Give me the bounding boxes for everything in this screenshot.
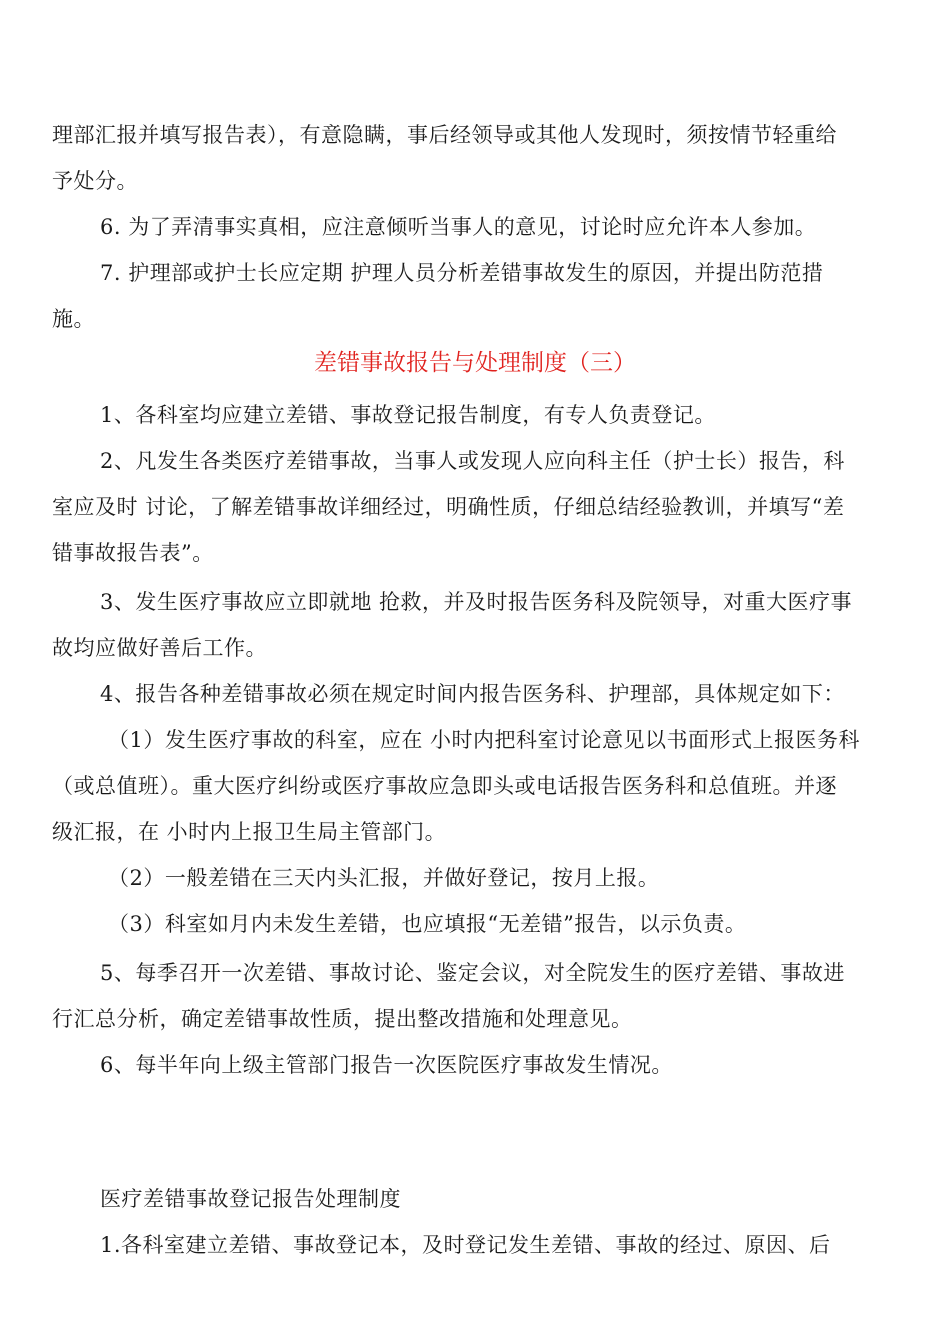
paragraph-line: 2、凡发生各类医疗差错事故，当事人或发现人应向科主任（护士长）报告，科 [100, 449, 845, 473]
paragraph-line: 行汇总分析，确定差错事故性质，提出整改措施和处理意见。 [52, 1007, 633, 1031]
paragraph-line: 5、每季召开一次差错、事故讨论、鉴定会议，对全院发生的医疗差错、事故进 [100, 961, 845, 985]
paragraph-line: 4、报告各种差错事故必须在规定时间内报告医务科、护理部，具体规定如下： [100, 682, 845, 706]
paragraph-line: 1.各科室建立差错、事故登记本，及时登记发生差错、事故的经过、原因、后 [100, 1233, 831, 1257]
paragraph-line: 7. 护理部或护士长应定期 护理人员分析差错事故发生的原因，并提出防范措 [100, 261, 824, 285]
paragraph-line: 故均应做好善后工作。 [52, 636, 267, 660]
section-heading: 医疗差错事故登记报告处理制度 [100, 1187, 401, 1211]
paragraph-line: （1）发生医疗事故的科室，应在 小时内把科室讨论意见以书面形式上报医务科 [108, 728, 861, 752]
paragraph-line: 级汇报，在 小时内上报卫生局主管部门。 [52, 820, 447, 844]
paragraph-line: （3）科室如月内未发生差错，也应填报“无差错”报告，以示负责。 [108, 912, 747, 936]
paragraph-line: （或总值班）。重大医疗纠纷或医疗事故应急即头或电话报告医务科和总值班。并逐 [52, 774, 837, 798]
paragraph-line: 施。 [52, 307, 95, 331]
section-title: 差错事故报告与处理制度（三） [314, 350, 636, 376]
paragraph-line: 室应及时 讨论，了解差错事故详细经过，明确性质，仔细总结经验教训，并填写“差 [52, 495, 845, 519]
paragraph-line: （2）一般差错在三天内头汇报，并做好登记，按月上报。 [108, 866, 660, 890]
paragraph-line: 6. 为了弄清事实真相，应注意倾听当事人的意见，讨论时应允许本人参加。 [100, 215, 817, 239]
paragraph-line: 1、各科室均应建立差错、事故登记报告制度，有专人负责登记。 [100, 403, 716, 427]
paragraph-line: 错事故报告表”。 [52, 541, 214, 565]
paragraph-line: 理部汇报并填写报告表），有意隐瞒，事后经领导或其他人发现时，须按情节轻重给 [52, 123, 837, 147]
paragraph-line: 3、发生医疗事故应立即就地 抢救，并及时报告医务科及院领导，对重大医疗事 [100, 590, 853, 614]
paragraph-line: 予处分。 [52, 169, 138, 193]
paragraph-line: 6、每半年向上级主管部门报告一次医院医疗事故发生情况。 [100, 1053, 673, 1077]
